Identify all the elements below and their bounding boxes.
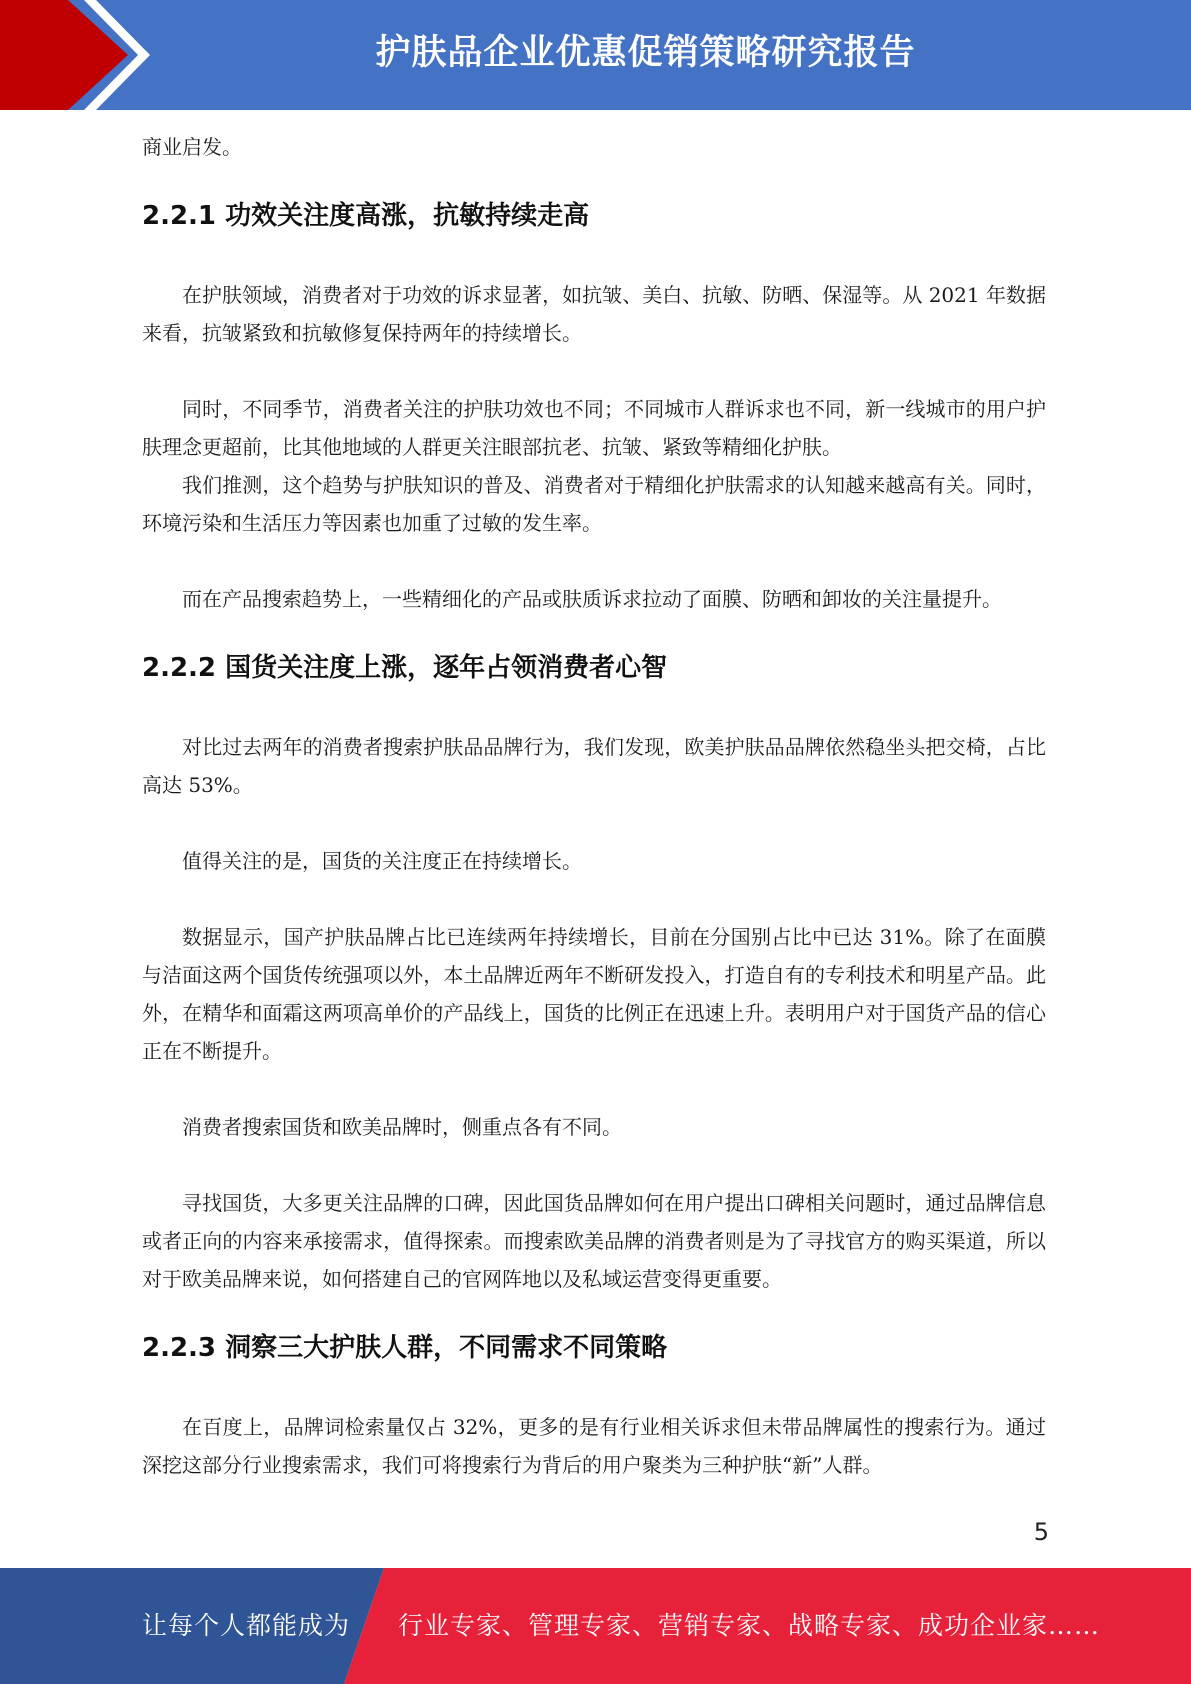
paragraph: 消费者搜索国货和欧美品牌时，侧重点各有不同。: [182, 1115, 622, 1139]
footer-slogan-right: 行业专家、管理专家、营销专家、战略专家、成功企业家……: [398, 1611, 1101, 1640]
page-header: [0, 0, 1191, 110]
paragraph: 同时，不同季节，消费者关注的护肤功效也不同；不同城市人群诉求也不同，新一线城市的用户护肤理念更超前，比其他地域的人群更关注眼部抗老、抗皱、紧致等精细化护肤。: [142, 397, 1046, 459]
footer-slogan-left: 让每个人都能成为: [142, 1611, 351, 1640]
paragraph: 在百度上，品牌词检索量仅占 32%，更多的是有行业相关诉求但未带品牌属性的搜索行为。通过深挖这部分行业搜索需求，我们可将搜索行为背后的用户聚类为三种护肤“新”人群。: [142, 1415, 1046, 1477]
section-heading-2-2-3: 2.2.3 洞察三大护肤人群，不同需求不同策略: [142, 1333, 668, 1363]
paragraph: 我们推测，这个趋势与护肤知识的普及、消费者对于精细化护肤需求的认知越来越高有关。同时，环境污染和生活压力等因素也加重了过敏的发生率。: [142, 473, 1046, 535]
paragraph: 在护肤领域，消费者对于功效的诉求显著，如抗皱、美白、抗敏、防晒、保湿等。从 2021 年数据来看，抗皱紧致和抗敏修复保持两年的持续增长。: [142, 283, 1046, 345]
page-number: 5: [1033, 1518, 1049, 1546]
paragraph: 而在产品搜索趋势上，一些精细化的产品或肤质诉求拉动了面膜、防晒和卸妆的关注量提升。: [182, 587, 1002, 611]
report-title: 护肤品企业优惠促销策略研究报告: [375, 33, 916, 73]
paragraph: 寻找国货，大多更关注品牌的口碑，因此国货品牌如何在用户提出口碑相关问题时，通过品牌信息或者正向的内容来承接需求，值得探索。而搜索欧美品牌的消费者则是为了寻找官方的购买渠道，所以对于欧美品牌来说，如何搭建自己的官网阵地以及私域运营变得更重要。: [142, 1191, 1046, 1291]
section-heading-2-2-1: 2.2.1 功效关注度高涨，抗敏持续走高: [142, 201, 590, 231]
page-footer: [0, 1568, 1191, 1684]
header-arrow-decoration: [0, 0, 160, 110]
section-heading-2-2-2: 2.2.2 国货关注度上涨，逐年占领消费者心智: [142, 653, 668, 683]
paragraph: 对比过去两年的消费者搜索护肤品品牌行为，我们发现，欧美护肤品品牌依然稳坐头把交椅，占比高达 53%。: [142, 735, 1046, 797]
paragraph: 数据显示，国产护肤品牌占比已连续两年持续增长，目前在分国别占比中已达 31%。除了在面膜与洁面这两个国货传统强项以外，本土品牌近两年不断研发投入，打造自有的专利技术和明星产品。此外，在精华和面霜这两项高单价的产品线上，国货的比例正在迅速上升。表明用户对于国货产品的信心正在不断提升。: [142, 925, 1046, 1063]
document-body: [142, 128, 1046, 1484]
intro-paragraph: 商业启发。: [142, 135, 242, 159]
paragraph: 值得关注的是，国货的关注度正在持续增长。: [182, 849, 582, 873]
